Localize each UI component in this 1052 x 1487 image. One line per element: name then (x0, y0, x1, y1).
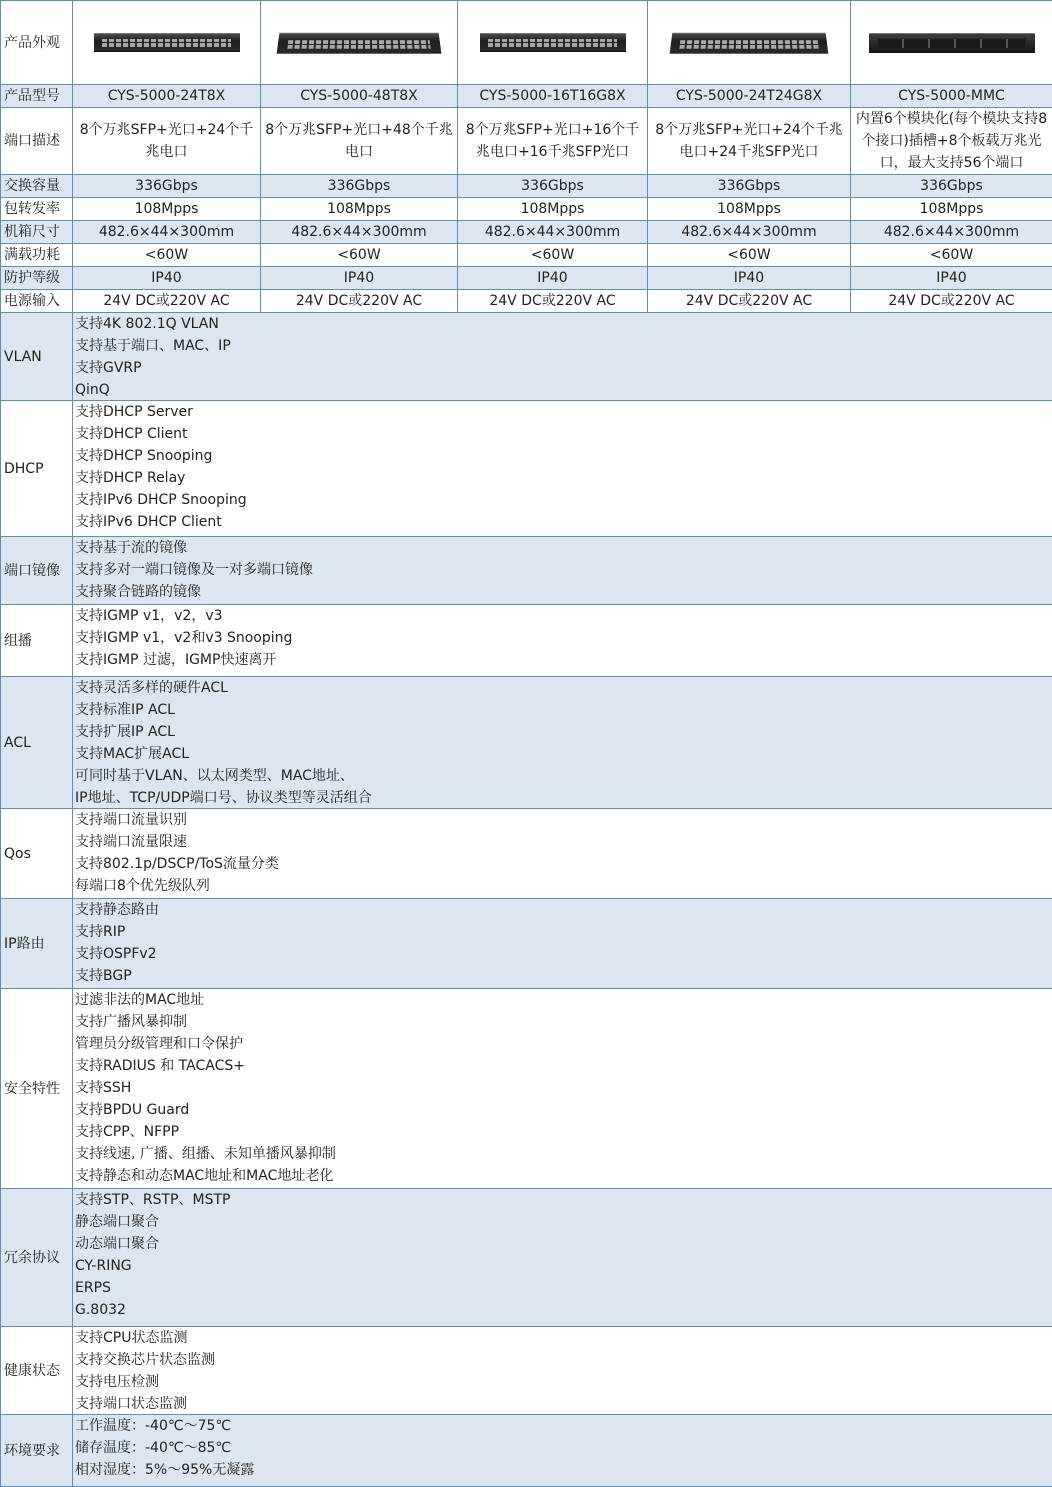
row-label-forwarding: 包转发率 (1, 198, 73, 221)
feature-item: 支持BPDU Guard (75, 1099, 1050, 1121)
feature-details (73, 1327, 1052, 1415)
feature-item: 支持IGMP v1，v2，v3 (75, 605, 1050, 627)
feature-item: 支持DHCP Server (75, 401, 1050, 423)
feature-row (1, 809, 1052, 899)
feature-name: 组播 (1, 605, 73, 677)
capacity-value-2: 336Gbps (261, 175, 458, 198)
feature-item: 过滤非法的MAC地址 (75, 989, 1050, 1011)
feature-item: 支持DHCP Client (75, 423, 1050, 445)
feature-item: 支持OSPFv2 (75, 943, 1050, 965)
row-label-ports: 端口描述 (1, 108, 73, 175)
feature-item: 支持BGP (75, 965, 1050, 987)
feature-item: ERPS (75, 1277, 1050, 1299)
feature-name: 环境要求 (1, 1415, 73, 1487)
feature-item: 支持IPv6 DHCP Client (75, 511, 1050, 533)
row-label-model: 产品型号 (1, 85, 73, 108)
feature-details (73, 1189, 1052, 1327)
forwarding-value-4: 108Mpps (648, 198, 851, 221)
row-label-input: 电源输入 (1, 290, 73, 313)
feature-row (1, 605, 1052, 677)
feature-item: 支持802.1p/DSCP/ToS流量分类 (75, 853, 1050, 875)
feature-item: 每端口8个优先级队列 (75, 875, 1050, 897)
model-value-5: CYS-5000-MMC (851, 85, 1052, 108)
feature-item: 支持RADIUS 和 TACACS+ (75, 1055, 1050, 1077)
feature-item: 支持CPP、NFPP (75, 1121, 1050, 1143)
feature-item: 支持CPU状态监测 (75, 1327, 1050, 1349)
model-value-2: CYS-5000-48T8X (261, 85, 458, 108)
feature-item: 相对湿度：5%～95%无凝露 (75, 1459, 1050, 1481)
input-value-2: 24V DC或220V AC (261, 290, 458, 313)
feature-item: 支持DHCP Relay (75, 467, 1050, 489)
feature-name: 端口镜像 (1, 537, 73, 605)
feature-row (1, 899, 1052, 989)
capacity-value-1: 336Gbps (73, 175, 261, 198)
switch-24t8x-image (94, 33, 240, 52)
row-label-protection: 防护等级 (1, 267, 73, 290)
feature-details (73, 401, 1052, 537)
feature-name: VLAN (1, 313, 73, 401)
feature-item: 支持电压检测 (75, 1371, 1050, 1393)
feature-item: 支持GVRP (75, 357, 1050, 379)
feature-name: DHCP (1, 401, 73, 537)
feature-item: 支持基于端口、MAC、IP (75, 335, 1050, 357)
feature-item: 动态端口聚合 (75, 1233, 1050, 1255)
feature-item: 支持静态和动态MAC地址和MAC地址老化 (75, 1165, 1050, 1187)
feature-item: 管理员分级管理和口令保护 (75, 1033, 1050, 1055)
protection-value-5: IP40 (851, 267, 1052, 290)
model-row (1, 85, 1052, 108)
feature-item: 支持静态路由 (75, 899, 1050, 921)
input-value-3: 24V DC或220V AC (458, 290, 648, 313)
row-label-capacity: 交换容量 (1, 175, 73, 198)
feature-item: 支持交换芯片状态监测 (75, 1349, 1050, 1371)
feature-item: 支持广播风暴抑制 (75, 1011, 1050, 1033)
feature-details (73, 809, 1052, 899)
product-photo-cell (261, 1, 458, 85)
feature-item: G.8032 (75, 1299, 1050, 1321)
feature-item: IP地址、TCP/UDP端口号、协议类型等灵活组合 (75, 787, 1050, 807)
capacity-row (1, 175, 1052, 198)
power-row (1, 244, 1052, 267)
feature-item: 支持RIP (75, 921, 1050, 943)
ports-row (1, 108, 1052, 175)
feature-row (1, 313, 1052, 401)
ports-value-5: 内置6个模块化(每个模块支持8个接口)插槽+8个板载万兆光口，最大支持56个端口 (851, 108, 1052, 175)
power-value-4: <60W (648, 244, 851, 267)
feature-row (1, 1415, 1052, 1487)
forwarding-value-1: 108Mpps (73, 198, 261, 221)
feature-item: 工作温度：-40℃～75℃ (75, 1415, 1050, 1437)
size-value-3: 482.6×44×300mm (458, 221, 648, 244)
capacity-value-5: 336Gbps (851, 175, 1052, 198)
feature-row (1, 401, 1052, 537)
size-value-5: 482.6×44×300mm (851, 221, 1052, 244)
product-photo-cell (458, 1, 648, 85)
forwarding-value-3: 108Mpps (458, 198, 648, 221)
feature-item: 支持多对一端口镜像及一对多端口镜像 (75, 559, 1050, 581)
feature-item: CY-RING (75, 1255, 1050, 1277)
capacity-value-3: 336Gbps (458, 175, 648, 198)
switch-mmc-image (869, 33, 1035, 53)
feature-name: ACL (1, 677, 73, 809)
feature-name: 冗余协议 (1, 1189, 73, 1327)
feature-name: 安全特性 (1, 989, 73, 1189)
ports-value-2: 8个万兆SFP+光口+48个千兆电口 (261, 108, 458, 175)
feature-row (1, 537, 1052, 605)
feature-row (1, 989, 1052, 1189)
feature-item: 支持基于流的镜像 (75, 537, 1050, 559)
feature-item: 支持扩展IP ACL (75, 721, 1050, 743)
power-value-1: <60W (73, 244, 261, 267)
row-label-power: 满载功耗 (1, 244, 73, 267)
protection-value-2: IP40 (261, 267, 458, 290)
feature-item: 支持MAC扩展ACL (75, 743, 1050, 765)
forwarding-row (1, 198, 1052, 221)
feature-details (73, 605, 1052, 677)
protection-value-4: IP40 (648, 267, 851, 290)
feature-item: 支持聚合链路的镜像 (75, 581, 1050, 603)
feature-item: 支持IGMP 过滤，IGMP快速离开 (75, 649, 1050, 671)
switch-24t24g8x-image (670, 32, 829, 53)
size-value-4: 482.6×44×300mm (648, 221, 851, 244)
switch-16t16g8x-image (480, 33, 626, 52)
feature-row (1, 677, 1052, 809)
model-value-4: CYS-5000-24T24G8X (648, 85, 851, 108)
feature-item: 支持端口流量限速 (75, 831, 1050, 853)
model-value-3: CYS-5000-16T16G8X (458, 85, 648, 108)
feature-item: 支持端口流量识别 (75, 809, 1050, 831)
row-label-appearance: 产品外观 (1, 1, 73, 85)
row-label-size: 机箱尺寸 (1, 221, 73, 244)
feature-item: 支持SSH (75, 1077, 1050, 1099)
feature-name: 健康状态 (1, 1327, 73, 1415)
power-value-5: <60W (851, 244, 1052, 267)
forwarding-value-5: 108Mpps (851, 198, 1052, 221)
feature-item: 支持IPv6 DHCP Snooping (75, 489, 1050, 511)
feature-item: 支持端口状态监测 (75, 1393, 1050, 1413)
feature-item: 静态端口聚合 (75, 1211, 1050, 1233)
input-value-1: 24V DC或220V AC (73, 290, 261, 313)
feature-row (1, 1189, 1052, 1327)
appearance-row (1, 1, 1052, 85)
protection-value-3: IP40 (458, 267, 648, 290)
protection-value-1: IP40 (73, 267, 261, 290)
product-photo-cell (851, 1, 1052, 85)
feature-details (73, 313, 1052, 401)
feature-item: 储存温度：-40℃～85℃ (75, 1437, 1050, 1459)
feature-details (73, 899, 1052, 989)
input-value-4: 24V DC或220V AC (648, 290, 851, 313)
protection-row (1, 267, 1052, 290)
ports-value-3: 8个万兆SFP+光口+16个千兆电口+16千兆SFP光口 (458, 108, 648, 175)
size-value-1: 482.6×44×300mm (73, 221, 261, 244)
product-photo-cell (648, 1, 851, 85)
power-value-3: <60W (458, 244, 648, 267)
feature-details (73, 677, 1052, 809)
feature-item: 支持DHCP Snooping (75, 445, 1050, 467)
capacity-value-4: 336Gbps (648, 175, 851, 198)
feature-item: 支持线速, 广播、组播、未知单播风暴抑制 (75, 1143, 1050, 1165)
feature-details (73, 989, 1052, 1189)
size-value-2: 482.6×44×300mm (261, 221, 458, 244)
feature-name: Qos (1, 809, 73, 899)
feature-item: QinQ (75, 379, 1050, 399)
feature-item: 支持4K 802.1Q VLAN (75, 313, 1050, 335)
feature-row (1, 1327, 1052, 1415)
feature-details (73, 537, 1052, 605)
ports-value-4: 8个万兆SFP+光口+24个千兆电口+24千兆SFP光口 (648, 108, 851, 175)
input-row (1, 290, 1052, 313)
feature-item: 支持STP、RSTP、MSTP (75, 1189, 1050, 1211)
input-value-5: 24V DC或220V AC (851, 290, 1052, 313)
feature-item: 可同时基于VLAN、以太网类型、MAC地址、 (75, 765, 1050, 787)
feature-details (73, 1415, 1052, 1487)
ports-value-1: 8个万兆SFP+光口+24个千兆电口 (73, 108, 261, 175)
feature-item: 支持标准IP ACL (75, 699, 1050, 721)
size-row (1, 221, 1052, 244)
switch-48t8x-image (277, 32, 442, 53)
feature-item: 支持灵活多样的硬件ACL (75, 677, 1050, 699)
feature-item: 支持IGMP v1，v2和v3 Snooping (75, 627, 1050, 649)
forwarding-value-2: 108Mpps (261, 198, 458, 221)
feature-name: IP路由 (1, 899, 73, 989)
model-value-1: CYS-5000-24T8X (73, 85, 261, 108)
product-photo-cell (73, 1, 261, 85)
power-value-2: <60W (261, 244, 458, 267)
